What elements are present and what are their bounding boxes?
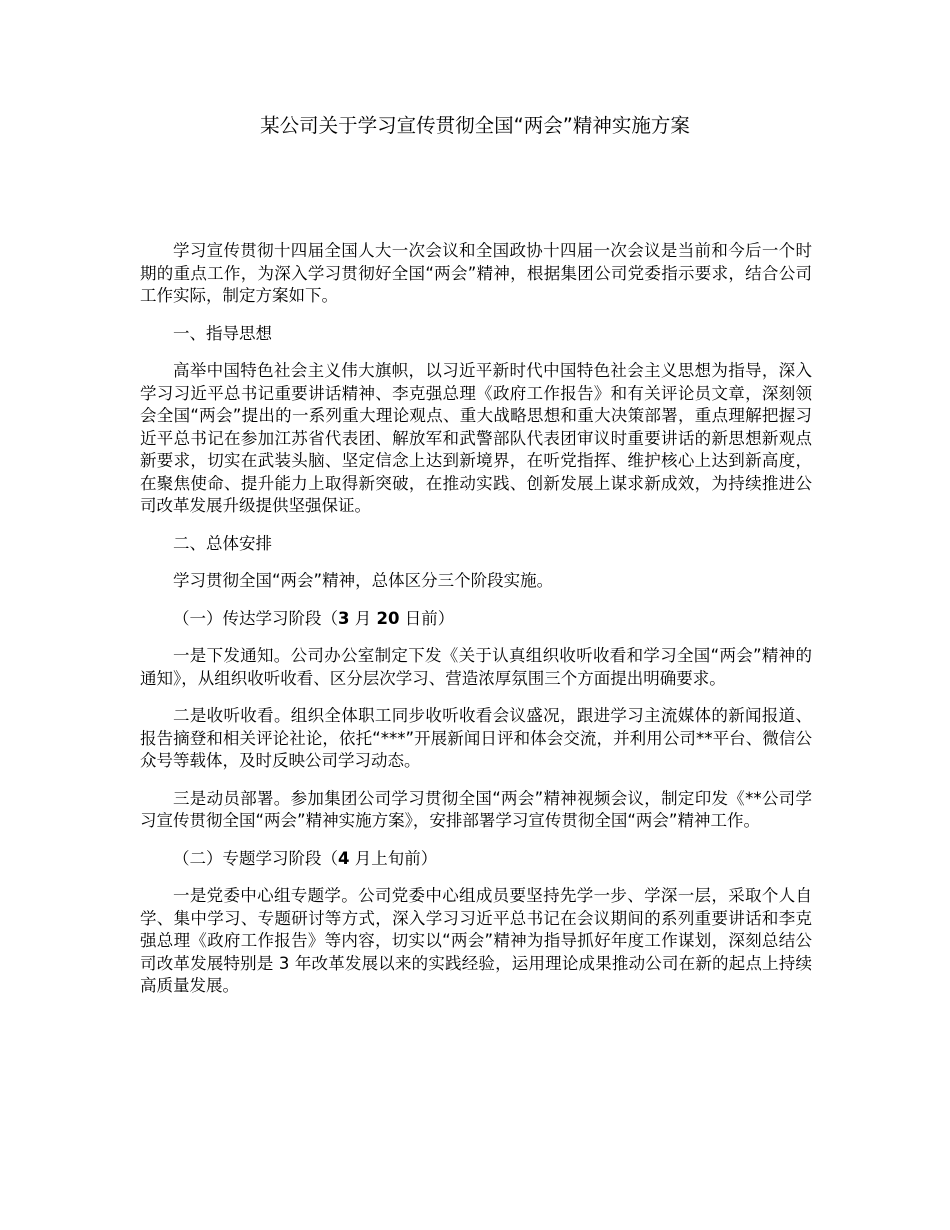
phase-heading-special-study — [140, 848, 812, 871]
section-heading-overall-arrangement: 二、总体安排 — [173, 533, 272, 553]
phase1-paragraph-watch: 二是收听收看。组织全体职工同步收听收看会议盛况，跟进学习主流媒体的新闻报道、报告摘登和相关评论社论，依托“***”开展新闻日评和体会交流，并利用公司**平台、微信公众号等载体，及时反映公司学习动态。 — [140, 706, 812, 770]
phase2-month: 4 — [338, 848, 350, 868]
phase2-suffix: 月上旬前） — [349, 848, 438, 868]
phase1-day: 20 — [376, 608, 400, 628]
document-body — [140, 240, 812, 1013]
phase1-mid: 月 — [349, 608, 377, 628]
section-heading-guiding-ideology: 一、指导思想 — [173, 323, 272, 343]
phase2-paragraph-party-committee: 一是党委中心组专题学。公司党委中心组成员要坚持先学一步、学深一层，采取个人自学、集中学习、专题研讨等方式，深入学习习近平总书记在会议期间的系列重要讲话和李克强总理《政府工作报告》等内容，切实以“两会”精神为指导抓好年度工作谋划，深刻总结公司改革发展特别是 3 年改革发展以来的实践经验，运用理论成果推动公司在新的起点上持续高质量发展。 — [140, 886, 812, 995]
phase1-prefix: （一）传达学习阶段（ — [173, 608, 338, 628]
phase1-paragraph-notice: 一是下发通知。公司办公室制定下发《关于认真组织收听收看和学习全国“两会”精神的通知》，从组织收听收看、区分层次学习、营造浓厚氛围三个方面提出明确要求。 — [140, 646, 812, 688]
overall-arrangement-paragraph: 学习贯彻全国“两会”精神，总体区分三个阶段实施。 — [173, 571, 554, 590]
phase-heading-communication-study — [140, 608, 812, 631]
guiding-ideology-paragraph: 高举中国特色社会主义伟大旗帜，以习近平新时代中国特色社会主义思想为指导，深入学习习近平总书记重要讲话精神、李克强总理《政府工作报告》和有关评论员文章，深刻领会全国“两会”提出的一系列重大理论观点、重大战略思想和重大决策部署，重点理解把握习近平总书记在参加江苏省代表团、解放军和武警部队代表团审议时重要讲话的新思想新观点新要求，切实在武装头脑、坚定信念上达到新境界，在听党指挥、维护核心上达到新高度，在聚焦使命、提升能力上取得新突破，在推动实践、创新发展上谋求新成效，为持续推进公司改革发展升级提供坚强保证。 — [140, 361, 812, 515]
phase1-month: 3 — [338, 608, 350, 628]
intro-paragraph: 学习宣传贯彻十四届全国人大一次会议和全国政协十四届一次会议是当前和今后一个时期的重点工作，为深入学习贯彻好全国“两会”精神，根据集团公司党委指示要求，结合公司工作实际，制定方案如下。 — [140, 241, 812, 305]
page-title: 某公司关于学习宣传贯彻全国“两会”精神实施方案 — [260, 114, 690, 137]
phase2-prefix: （二）专题学习阶段（ — [173, 848, 338, 868]
phase1-suffix: 日前） — [399, 608, 455, 628]
phase1-paragraph-mobilize: 三是动员部署。参加集团公司学习贯彻全国“两会”精神视频会议，制定印发《**公司学习宣传贯彻全国“两会”精神实施方案》，安排部署学习宣传贯彻全国“两会”精神工作。 — [140, 788, 812, 830]
